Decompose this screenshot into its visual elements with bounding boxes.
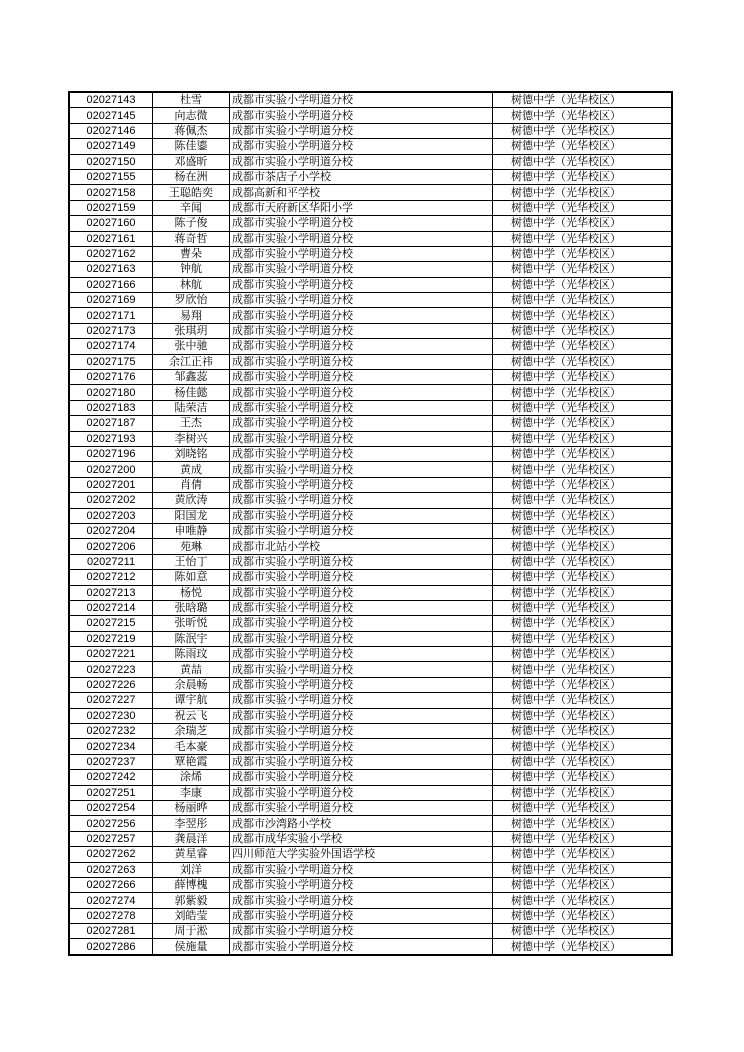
admitted-school-cell: 树德中学（光华校区） bbox=[493, 816, 673, 831]
student-id-cell: 02027203 bbox=[69, 508, 153, 523]
admitted-school-cell: 树德中学（光华校区） bbox=[493, 785, 673, 800]
table-row bbox=[69, 262, 672, 277]
student-id-cell: 02027150 bbox=[69, 154, 153, 169]
admitted-school-cell: 树德中学（光华校区） bbox=[493, 416, 673, 431]
admitted-school-cell: 树德中学（光华校区） bbox=[493, 554, 673, 569]
admitted-school-cell: 树德中学（光华校区） bbox=[493, 847, 673, 862]
primary-school-cell: 成都市实验小学明道分校 bbox=[230, 754, 493, 769]
table-row bbox=[69, 400, 672, 415]
student-id-cell: 02027212 bbox=[69, 570, 153, 585]
table-row bbox=[69, 139, 672, 154]
student-name-cell: 张昕悦 bbox=[153, 616, 230, 631]
primary-school-cell: 成都市实验小学明道分校 bbox=[230, 600, 493, 615]
student-name-cell: 侯施量 bbox=[153, 939, 230, 955]
table-row bbox=[69, 446, 672, 461]
table-row bbox=[69, 200, 672, 215]
table-row bbox=[69, 385, 672, 400]
primary-school-cell: 成都市实验小学明道分校 bbox=[230, 154, 493, 169]
student-name-cell: 罗欣怡 bbox=[153, 293, 230, 308]
student-name-cell: 毛本豪 bbox=[153, 739, 230, 754]
student-id-cell: 02027226 bbox=[69, 677, 153, 692]
primary-school-cell: 成都市实验小学明道分校 bbox=[230, 431, 493, 446]
table-row bbox=[69, 693, 672, 708]
student-id-cell: 02027159 bbox=[69, 200, 153, 215]
student-id-cell: 02027171 bbox=[69, 308, 153, 323]
admitted-school-cell: 树德中学（光华校区） bbox=[493, 862, 673, 877]
table-row bbox=[69, 847, 672, 862]
primary-school-cell: 成都市实验小学明道分校 bbox=[230, 246, 493, 261]
admitted-school-cell: 树德中学（光华校区） bbox=[493, 677, 673, 692]
primary-school-cell: 成都市实验小学明道分校 bbox=[230, 924, 493, 939]
admitted-school-cell: 树德中学（光华校区） bbox=[493, 308, 673, 323]
admitted-school-cell: 树德中学（光华校区） bbox=[493, 924, 673, 939]
student-name-cell: 王怡丁 bbox=[153, 554, 230, 569]
student-name-cell: 余江正祎 bbox=[153, 354, 230, 369]
admitted-school-cell: 树德中学（光华校区） bbox=[493, 323, 673, 338]
primary-school-cell: 成都高新和平学校 bbox=[230, 185, 493, 200]
primary-school-cell: 成都市实验小学明道分校 bbox=[230, 862, 493, 877]
admitted-school-cell: 树德中学（光华校区） bbox=[493, 539, 673, 554]
student-name-cell: 陆荣洁 bbox=[153, 400, 230, 415]
table-row bbox=[69, 600, 672, 615]
primary-school-cell: 成都市实验小学明道分校 bbox=[230, 293, 493, 308]
student-id-cell: 02027214 bbox=[69, 600, 153, 615]
table-row bbox=[69, 631, 672, 646]
primary-school-cell: 成都市实验小学明道分校 bbox=[230, 108, 493, 123]
student-name-cell: 肖倩 bbox=[153, 477, 230, 492]
admitted-school-cell: 树德中学（光华校区） bbox=[493, 246, 673, 261]
admitted-school-cell: 树德中学（光华校区） bbox=[493, 939, 673, 955]
student-id-cell: 02027213 bbox=[69, 585, 153, 600]
admitted-school-cell: 树德中学（光华校区） bbox=[493, 893, 673, 908]
admitted-school-cell: 树德中学（光华校区） bbox=[493, 693, 673, 708]
table-row bbox=[69, 123, 672, 138]
table-row bbox=[69, 508, 672, 523]
primary-school-cell: 成都市实验小学明道分校 bbox=[230, 277, 493, 292]
student-name-cell: 祝云飞 bbox=[153, 708, 230, 723]
admitted-school-cell: 树德中学（光华校区） bbox=[493, 354, 673, 369]
student-id-cell: 02027266 bbox=[69, 877, 153, 892]
table-row bbox=[69, 877, 672, 892]
primary-school-cell: 四川师范大学实验外国语学校 bbox=[230, 847, 493, 862]
primary-school-cell: 成都市实验小学明道分校 bbox=[230, 308, 493, 323]
admitted-school-cell: 树德中学（光华校区） bbox=[493, 754, 673, 769]
student-name-cell: 蒋奇哲 bbox=[153, 231, 230, 246]
student-name-cell: 张晗璐 bbox=[153, 600, 230, 615]
student-name-cell: 邓盛昕 bbox=[153, 154, 230, 169]
primary-school-cell: 成都市实验小学明道分校 bbox=[230, 647, 493, 662]
table-row bbox=[69, 431, 672, 446]
admitted-school-cell: 树德中学（光华校区） bbox=[493, 800, 673, 815]
admitted-school-cell: 树德中学（光华校区） bbox=[493, 508, 673, 523]
student-name-cell: 申唯静 bbox=[153, 523, 230, 538]
primary-school-cell: 成都市实验小学明道分校 bbox=[230, 462, 493, 477]
student-id-cell: 02027160 bbox=[69, 216, 153, 231]
table-row bbox=[69, 616, 672, 631]
student-name-cell: 余晨畅 bbox=[153, 677, 230, 692]
student-id-cell: 02027155 bbox=[69, 169, 153, 184]
admitted-school-cell: 树德中学（光华校区） bbox=[493, 708, 673, 723]
student-name-cell: 李康 bbox=[153, 785, 230, 800]
admitted-school-cell: 树德中学（光华校区） bbox=[493, 462, 673, 477]
student-name-cell: 刘洋 bbox=[153, 862, 230, 877]
student-name-cell: 杨悦 bbox=[153, 585, 230, 600]
table-row bbox=[69, 293, 672, 308]
table-row bbox=[69, 800, 672, 815]
table-row bbox=[69, 570, 672, 585]
student-name-cell: 郭紫毅 bbox=[153, 893, 230, 908]
student-id-cell: 02027146 bbox=[69, 123, 153, 138]
table-row bbox=[69, 677, 672, 692]
primary-school-cell: 成都市实验小学明道分校 bbox=[230, 800, 493, 815]
student-name-cell: 黄欣涛 bbox=[153, 493, 230, 508]
student-name-cell: 谭宇航 bbox=[153, 693, 230, 708]
primary-school-cell: 成都市实验小学明道分校 bbox=[230, 893, 493, 908]
student-name-cell: 易翔 bbox=[153, 308, 230, 323]
table-row bbox=[69, 108, 672, 123]
student-name-cell: 李树兴 bbox=[153, 431, 230, 446]
table-row bbox=[69, 816, 672, 831]
student-name-cell: 覃艳霞 bbox=[153, 754, 230, 769]
primary-school-cell: 成都市实验小学明道分校 bbox=[230, 262, 493, 277]
student-id-cell: 02027169 bbox=[69, 293, 153, 308]
student-id-cell: 02027204 bbox=[69, 523, 153, 538]
student-name-cell: 周于淞 bbox=[153, 924, 230, 939]
student-id-cell: 02027201 bbox=[69, 477, 153, 492]
student-id-cell: 02027175 bbox=[69, 354, 153, 369]
student-table-body bbox=[69, 92, 672, 955]
admitted-school-cell: 树德中学（光华校区） bbox=[493, 724, 673, 739]
admitted-school-cell: 树德中学（光华校区） bbox=[493, 385, 673, 400]
table-row bbox=[69, 662, 672, 677]
student-name-cell: 林航 bbox=[153, 277, 230, 292]
student-name-cell: 刘晓铭 bbox=[153, 446, 230, 461]
admitted-school-cell: 树德中学（光华校区） bbox=[493, 154, 673, 169]
primary-school-cell: 成都市实验小学明道分校 bbox=[230, 677, 493, 692]
primary-school-cell: 成都市实验小学明道分校 bbox=[230, 631, 493, 646]
admitted-school-cell: 树德中学（光华校区） bbox=[493, 616, 673, 631]
admitted-school-cell: 树德中学（光华校区） bbox=[493, 662, 673, 677]
student-id-cell: 02027211 bbox=[69, 554, 153, 569]
student-id-cell: 02027173 bbox=[69, 323, 153, 338]
student-name-cell: 陈如意 bbox=[153, 570, 230, 585]
student-id-cell: 02027193 bbox=[69, 431, 153, 446]
student-name-cell: 钟航 bbox=[153, 262, 230, 277]
admitted-school-cell: 树德中学（光华校区） bbox=[493, 770, 673, 785]
table-row bbox=[69, 554, 672, 569]
admitted-school-cell: 树德中学（光华校区） bbox=[493, 631, 673, 646]
primary-school-cell: 成都市沙湾路小学校 bbox=[230, 816, 493, 831]
table-row bbox=[69, 169, 672, 184]
student-id-cell: 02027158 bbox=[69, 185, 153, 200]
primary-school-cell: 成都市实验小学明道分校 bbox=[230, 354, 493, 369]
student-name-cell: 向志微 bbox=[153, 108, 230, 123]
student-id-cell: 02027215 bbox=[69, 616, 153, 631]
admitted-school-cell: 树德中学（光华校区） bbox=[493, 339, 673, 354]
admitted-school-cell: 树德中学（光华校区） bbox=[493, 570, 673, 585]
table-row bbox=[69, 216, 672, 231]
student-table bbox=[68, 91, 673, 956]
admitted-school-cell: 树德中学（光华校区） bbox=[493, 585, 673, 600]
admitted-school-cell: 树德中学（光华校区） bbox=[493, 108, 673, 123]
admitted-school-cell: 树德中学（光华校区） bbox=[493, 277, 673, 292]
table-row bbox=[69, 708, 672, 723]
student-id-cell: 02027221 bbox=[69, 647, 153, 662]
table-row bbox=[69, 831, 672, 846]
table-row bbox=[69, 416, 672, 431]
primary-school-cell: 成都市实验小学明道分校 bbox=[230, 400, 493, 415]
primary-school-cell: 成都市实验小学明道分校 bbox=[230, 92, 493, 108]
primary-school-cell: 成都市茶店子小学校 bbox=[230, 169, 493, 184]
table-row bbox=[69, 231, 672, 246]
student-id-cell: 02027234 bbox=[69, 739, 153, 754]
primary-school-cell: 成都市实验小学明道分校 bbox=[230, 616, 493, 631]
student-id-cell: 02027242 bbox=[69, 770, 153, 785]
primary-school-cell: 成都市实验小学明道分校 bbox=[230, 139, 493, 154]
table-row bbox=[69, 323, 672, 338]
student-id-cell: 02027227 bbox=[69, 693, 153, 708]
primary-school-cell: 成都市实验小学明道分校 bbox=[230, 370, 493, 385]
primary-school-cell: 成都市实验小学明道分校 bbox=[230, 785, 493, 800]
student-id-cell: 02027237 bbox=[69, 754, 153, 769]
student-name-cell: 余瑞芝 bbox=[153, 724, 230, 739]
student-id-cell: 02027254 bbox=[69, 800, 153, 815]
table-row bbox=[69, 724, 672, 739]
primary-school-cell: 成都市实验小学明道分校 bbox=[230, 662, 493, 677]
student-id-cell: 02027251 bbox=[69, 785, 153, 800]
student-id-cell: 02027166 bbox=[69, 277, 153, 292]
table-row bbox=[69, 308, 672, 323]
table-row bbox=[69, 647, 672, 662]
admitted-school-cell: 树德中学（光华校区） bbox=[493, 231, 673, 246]
primary-school-cell: 成都市实验小学明道分校 bbox=[230, 585, 493, 600]
table-row bbox=[69, 154, 672, 169]
primary-school-cell: 成都市成华实验小学校 bbox=[230, 831, 493, 846]
student-id-cell: 02027202 bbox=[69, 493, 153, 508]
student-id-cell: 02027286 bbox=[69, 939, 153, 955]
student-id-cell: 02027180 bbox=[69, 385, 153, 400]
primary-school-cell: 成都市北站小学校 bbox=[230, 539, 493, 554]
student-name-cell: 黄成 bbox=[153, 462, 230, 477]
student-id-cell: 02027176 bbox=[69, 370, 153, 385]
table-row bbox=[69, 92, 672, 108]
student-name-cell: 陈佳鎏 bbox=[153, 139, 230, 154]
student-name-cell: 张琪玥 bbox=[153, 323, 230, 338]
student-name-cell: 蒋佩杰 bbox=[153, 123, 230, 138]
student-id-cell: 02027256 bbox=[69, 816, 153, 831]
student-name-cell: 杨在洲 bbox=[153, 169, 230, 184]
admitted-school-cell: 树德中学（光华校区） bbox=[493, 123, 673, 138]
table-row bbox=[69, 462, 672, 477]
student-id-cell: 02027281 bbox=[69, 924, 153, 939]
student-name-cell: 邹鑫蕊 bbox=[153, 370, 230, 385]
student-name-cell: 杨佳懿 bbox=[153, 385, 230, 400]
table-row bbox=[69, 539, 672, 554]
primary-school-cell: 成都市实验小学明道分校 bbox=[230, 416, 493, 431]
primary-school-cell: 成都市实验小学明道分校 bbox=[230, 323, 493, 338]
primary-school-cell: 成都市实验小学明道分校 bbox=[230, 216, 493, 231]
student-name-cell: 王聪皓奕 bbox=[153, 185, 230, 200]
primary-school-cell: 成都市实验小学明道分校 bbox=[230, 446, 493, 461]
admitted-school-cell: 树德中学（光华校区） bbox=[493, 908, 673, 923]
admitted-school-cell: 树德中学（光华校区） bbox=[493, 877, 673, 892]
table-row bbox=[69, 185, 672, 200]
primary-school-cell: 成都市实验小学明道分校 bbox=[230, 724, 493, 739]
student-name-cell: 龚晨洋 bbox=[153, 831, 230, 846]
admitted-school-cell: 树德中学（光华校区） bbox=[493, 600, 673, 615]
table-row bbox=[69, 893, 672, 908]
primary-school-cell: 成都市实验小学明道分校 bbox=[230, 231, 493, 246]
table-row bbox=[69, 924, 672, 939]
student-name-cell: 陈子俊 bbox=[153, 216, 230, 231]
admitted-school-cell: 树德中学（光华校区） bbox=[493, 647, 673, 662]
primary-school-cell: 成都市实验小学明道分校 bbox=[230, 477, 493, 492]
table-row bbox=[69, 370, 672, 385]
student-id-cell: 02027278 bbox=[69, 908, 153, 923]
admitted-school-cell: 树德中学（光华校区） bbox=[493, 493, 673, 508]
admitted-school-cell: 树德中学（光华校区） bbox=[493, 831, 673, 846]
student-id-cell: 02027183 bbox=[69, 400, 153, 415]
student-name-cell: 黄星睿 bbox=[153, 847, 230, 862]
student-id-cell: 02027262 bbox=[69, 847, 153, 862]
table-row bbox=[69, 277, 672, 292]
admitted-school-cell: 树德中学（光华校区） bbox=[493, 169, 673, 184]
student-name-cell: 苑琳 bbox=[153, 539, 230, 554]
admitted-school-cell: 树德中学（光华校区） bbox=[493, 293, 673, 308]
primary-school-cell: 成都市实验小学明道分校 bbox=[230, 493, 493, 508]
table-row bbox=[69, 908, 672, 923]
student-id-cell: 02027200 bbox=[69, 462, 153, 477]
admitted-school-cell: 树德中学（光华校区） bbox=[493, 216, 673, 231]
admitted-school-cell: 树德中学（光华校区） bbox=[493, 400, 673, 415]
admitted-school-cell: 树德中学（光华校区） bbox=[493, 523, 673, 538]
table-row bbox=[69, 246, 672, 261]
student-id-cell: 02027145 bbox=[69, 108, 153, 123]
table-row bbox=[69, 939, 672, 955]
table-row bbox=[69, 585, 672, 600]
student-id-cell: 02027174 bbox=[69, 339, 153, 354]
student-id-cell: 02027263 bbox=[69, 862, 153, 877]
student-name-cell: 辛闻 bbox=[153, 200, 230, 215]
table-row bbox=[69, 493, 672, 508]
table-row bbox=[69, 785, 672, 800]
primary-school-cell: 成都市实验小学明道分校 bbox=[230, 693, 493, 708]
student-id-cell: 02027149 bbox=[69, 139, 153, 154]
student-id-cell: 02027223 bbox=[69, 662, 153, 677]
primary-school-cell: 成都市实验小学明道分校 bbox=[230, 939, 493, 955]
primary-school-cell: 成都市实验小学明道分校 bbox=[230, 554, 493, 569]
student-id-cell: 02027196 bbox=[69, 446, 153, 461]
student-name-cell: 陈泯宇 bbox=[153, 631, 230, 646]
primary-school-cell: 成都市实验小学明道分校 bbox=[230, 739, 493, 754]
student-name-cell: 阳国龙 bbox=[153, 508, 230, 523]
student-id-cell: 02027187 bbox=[69, 416, 153, 431]
student-name-cell: 杨丽晔 bbox=[153, 800, 230, 815]
primary-school-cell: 成都市实验小学明道分校 bbox=[230, 123, 493, 138]
student-name-cell: 杜雪 bbox=[153, 92, 230, 108]
primary-school-cell: 成都市天府新区华阳小学 bbox=[230, 200, 493, 215]
primary-school-cell: 成都市实验小学明道分校 bbox=[230, 339, 493, 354]
admitted-school-cell: 树德中学（光华校区） bbox=[493, 185, 673, 200]
admitted-school-cell: 树德中学（光华校区） bbox=[493, 92, 673, 108]
student-id-cell: 02027162 bbox=[69, 246, 153, 261]
student-list-sheet bbox=[68, 91, 673, 956]
admitted-school-cell: 树德中学（光华校区） bbox=[493, 477, 673, 492]
student-name-cell: 薛博槐 bbox=[153, 877, 230, 892]
primary-school-cell: 成都市实验小学明道分校 bbox=[230, 385, 493, 400]
student-name-cell: 曹朵 bbox=[153, 246, 230, 261]
primary-school-cell: 成都市实验小学明道分校 bbox=[230, 770, 493, 785]
student-name-cell: 刘皓莹 bbox=[153, 908, 230, 923]
admitted-school-cell: 树德中学（光华校区） bbox=[493, 370, 673, 385]
admitted-school-cell: 树德中学（光华校区） bbox=[493, 139, 673, 154]
table-row bbox=[69, 739, 672, 754]
primary-school-cell: 成都市实验小学明道分校 bbox=[230, 570, 493, 585]
student-id-cell: 02027206 bbox=[69, 539, 153, 554]
student-name-cell: 张中驰 bbox=[153, 339, 230, 354]
student-name-cell: 王杰 bbox=[153, 416, 230, 431]
student-name-cell: 李翌彤 bbox=[153, 816, 230, 831]
student-id-cell: 02027230 bbox=[69, 708, 153, 723]
student-name-cell: 陈雨玟 bbox=[153, 647, 230, 662]
admitted-school-cell: 树德中学（光华校区） bbox=[493, 739, 673, 754]
table-row bbox=[69, 477, 672, 492]
student-id-cell: 02027219 bbox=[69, 631, 153, 646]
student-id-cell: 02027163 bbox=[69, 262, 153, 277]
student-id-cell: 02027232 bbox=[69, 724, 153, 739]
table-row bbox=[69, 754, 672, 769]
primary-school-cell: 成都市实验小学明道分校 bbox=[230, 908, 493, 923]
student-name-cell: 黄喆 bbox=[153, 662, 230, 677]
primary-school-cell: 成都市实验小学明道分校 bbox=[230, 708, 493, 723]
admitted-school-cell: 树德中学（光华校区） bbox=[493, 262, 673, 277]
student-id-cell: 02027274 bbox=[69, 893, 153, 908]
admitted-school-cell: 树德中学（光华校区） bbox=[493, 200, 673, 215]
table-row bbox=[69, 339, 672, 354]
table-row bbox=[69, 354, 672, 369]
student-id-cell: 02027257 bbox=[69, 831, 153, 846]
admitted-school-cell: 树德中学（光华校区） bbox=[493, 431, 673, 446]
admitted-school-cell: 树德中学（光华校区） bbox=[493, 446, 673, 461]
primary-school-cell: 成都市实验小学明道分校 bbox=[230, 523, 493, 538]
student-id-cell: 02027143 bbox=[69, 92, 153, 108]
table-row bbox=[69, 770, 672, 785]
primary-school-cell: 成都市实验小学明道分校 bbox=[230, 508, 493, 523]
primary-school-cell: 成都市实验小学明道分校 bbox=[230, 877, 493, 892]
student-name-cell: 涂烯 bbox=[153, 770, 230, 785]
table-row bbox=[69, 523, 672, 538]
student-id-cell: 02027161 bbox=[69, 231, 153, 246]
table-row bbox=[69, 862, 672, 877]
